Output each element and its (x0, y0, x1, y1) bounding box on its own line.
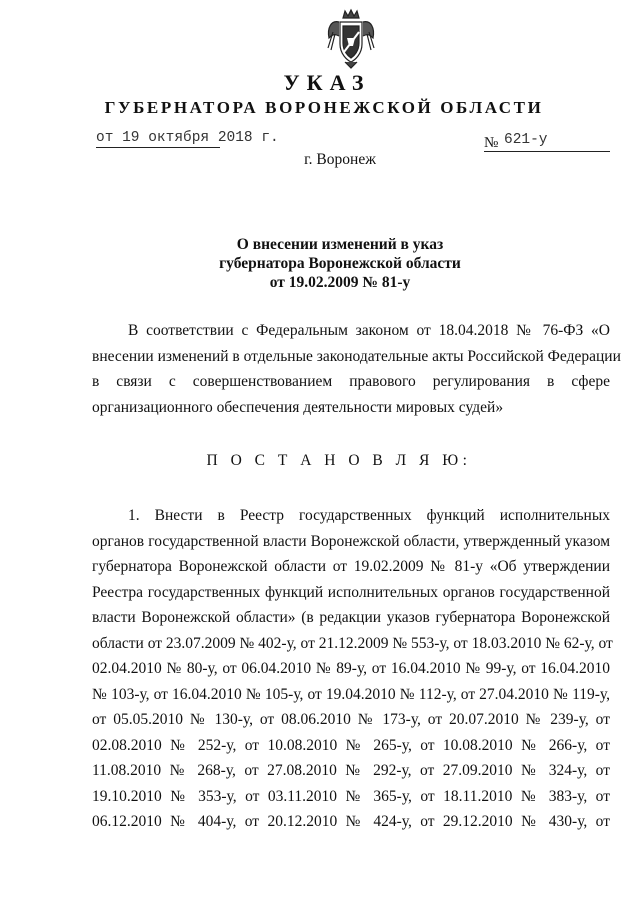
item-1-line: 02.08.2010 № 252-у, от 10.08.2010 № 265-у, от 10.08.2010 № 266-у, от (92, 736, 610, 754)
decree-heading (0, 235, 640, 292)
preamble-line: внесении изменений в отдельные законодательные акты Российской Федерации (92, 347, 621, 365)
item-1-line: 19.10.2010 № 353-у, от 03.11.2010 № 365-у, от 18.11.2010 № 383-у, от (92, 787, 610, 805)
heading-line: от 19.02.2009 № 81-у (269, 274, 411, 291)
heading-line: О внесении изменений в указ (236, 236, 444, 253)
item-1-line: 02.04.2010 № 80-у, от 06.04.2010 № 89-у, от 16.04.2010 № 99-у, от 16.04.2010 (92, 660, 610, 677)
decree-city: г. Воронеж (304, 151, 376, 168)
item-1-paragraph (92, 503, 613, 835)
number-sign: № (484, 135, 499, 151)
document-title: УКАЗ (283, 70, 371, 95)
decree-date: от 19 октября 2018 г. (96, 130, 279, 146)
document-subtitle: ГУБЕРНАТОРА ВОРОНЕЖСКОЙ ОБЛАСТИ (104, 98, 544, 117)
item-1-line: власти Воронежской области» (в редакции указов губернатора Воронежской (92, 609, 610, 626)
item-1-line: от 05.05.2010 № 130-у, от 08.06.2010 № 173-у, от 20.07.2010 № 239-у, от (92, 711, 610, 728)
decree-word: П О С Т А Н О В Л Я Ю: (206, 452, 472, 469)
heading-line: губернатора Воронежской области (219, 255, 461, 272)
item-1-line: № 103-у, от 16.04.2010 № 105-у, от 19.04.2010 № 112-у, от 27.04.2010 № 119-у, (92, 685, 610, 703)
item-1-line: 06.12.2010 № 404-у, от 20.12.2010 № 424-у, от 29.12.2010 № 430-у, от (92, 813, 610, 830)
item-1-line: Реестра государственных функций исполнительных органов государственной (92, 583, 610, 601)
item-1-line: 1. Внести в Реестр государственных функций исполнительных (128, 507, 610, 524)
item-1-line: области от 23.07.2009 № 402-у, от 21.12.2009 № 553-у, от 18.03.2010 № 62-у, от (92, 634, 613, 652)
item-1-line: губернатора Воронежской области от 19.02.2009 № 81-у «Об утверждении (92, 558, 610, 575)
item-1-line: органов государственной власти Воронежской области, утвержденный указом (92, 532, 610, 550)
decree-number-field (484, 133, 610, 152)
preamble-line: в связи с совершенствованием правового регулирования в сфере (92, 373, 610, 390)
voronezh-coat-of-arms-icon (325, 8, 377, 70)
preamble-paragraph (92, 318, 621, 420)
item-1-line: 11.08.2010 № 268-у, от 27.08.2010 № 292-у, от 27.09.2010 № 324-у, от (92, 762, 610, 779)
preamble-line: В соответствии с Федеральным законом от 18.04.2018 № 76-ФЗ «О (128, 322, 610, 339)
preamble-line: организационного обеспечения деятельности мировых судей» (92, 398, 504, 416)
decree-number: 621-у (504, 132, 548, 148)
